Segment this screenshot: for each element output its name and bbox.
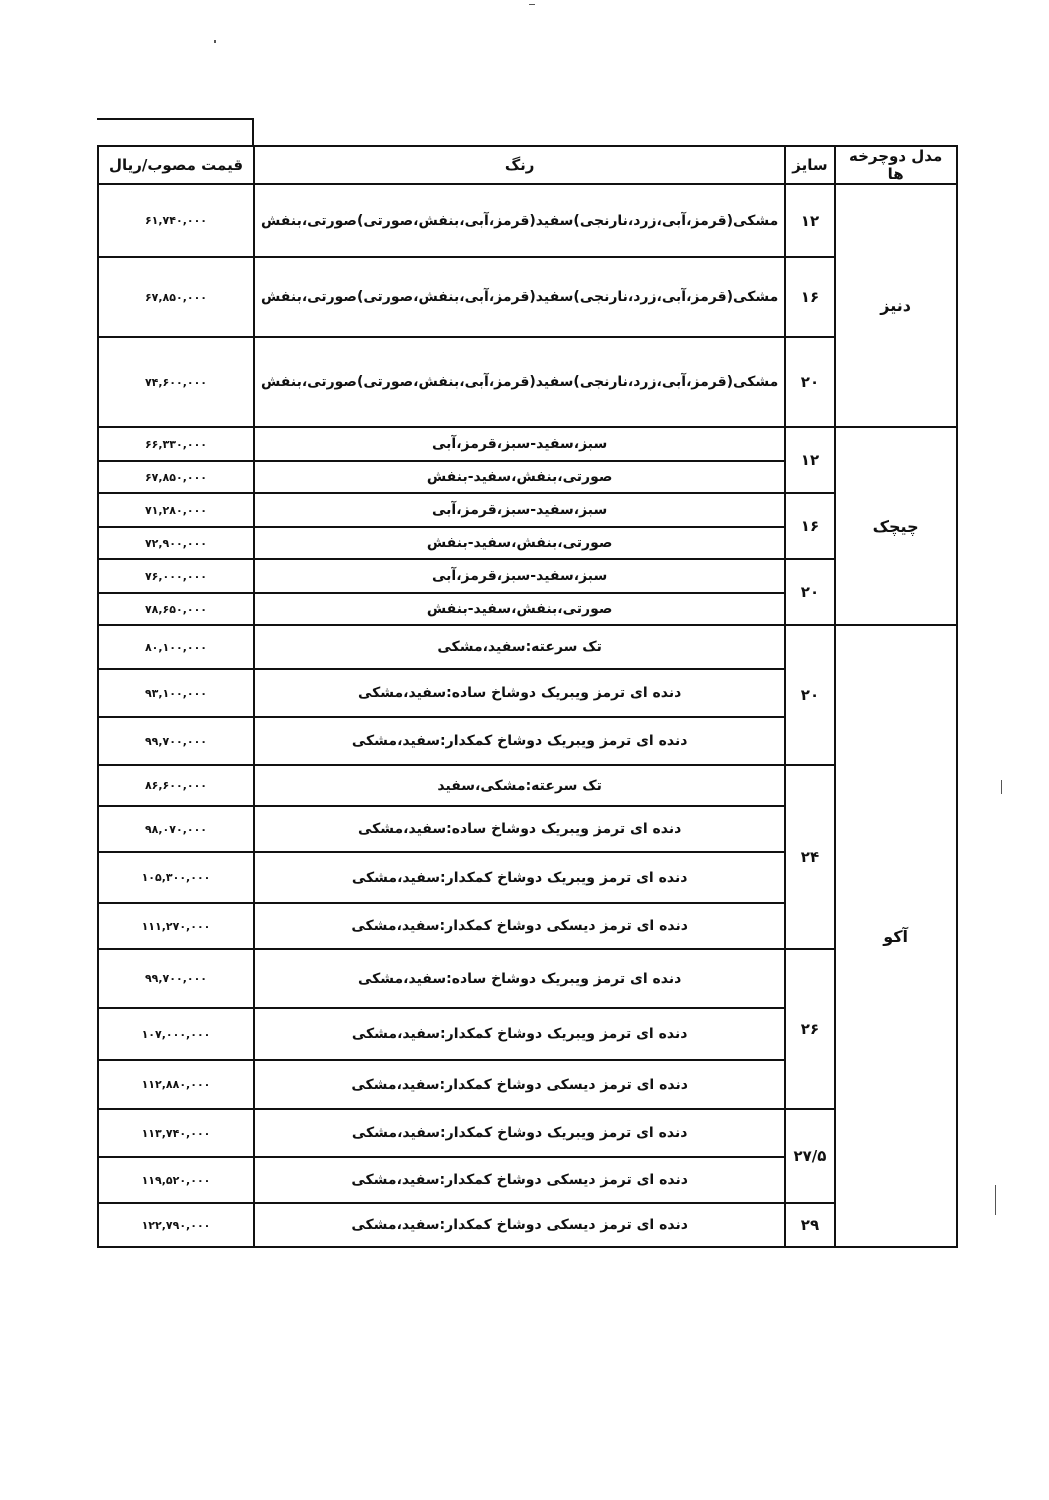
table-row xyxy=(98,337,957,427)
price-cell: ۹۹,۷۰۰,۰۰۰ xyxy=(98,949,254,1008)
price-cell: ۷۸,۶۵۰,۰۰۰ xyxy=(98,593,254,625)
color-cell: دنده ای ترمز ویبریک دوشاخ ساده:سفید،مشکی xyxy=(254,949,785,1008)
table-row xyxy=(98,949,957,1008)
header-size: سایز xyxy=(785,146,834,184)
size-cell: ۱۶ xyxy=(785,493,834,559)
size-cell: ۲۷/۵ xyxy=(785,1109,834,1203)
model-cell: دنیز xyxy=(835,184,957,427)
size-cell: ۲۹ xyxy=(785,1203,834,1247)
header-price: قیمت مصوب/ریال xyxy=(98,146,254,184)
price-cell: ۸۶,۶۰۰,۰۰۰ xyxy=(98,765,254,806)
color-cell: دنده ای ترمز دیسکی دوشاخ کمکدار:سفید،مشکی xyxy=(254,1203,785,1247)
price-cell: ۹۹,۷۰۰,۰۰۰ xyxy=(98,717,254,765)
price-cell: ۱۰۷,۰۰۰,۰۰۰ xyxy=(98,1008,254,1060)
price-cell: ۸۰,۱۰۰,۰۰۰ xyxy=(98,625,254,669)
header-color: رنگ xyxy=(254,146,785,184)
color-cell: مشکی(قرمز،آبی،زرد،نارنجی)سفید(قرمز،آبی،بنفش،صورتی)صورتی،بنفش xyxy=(254,257,785,337)
color-cell: سبز،سفید-سبز،قرمز،آبی xyxy=(254,559,785,593)
table-row xyxy=(98,625,957,669)
table-top-stub xyxy=(97,118,254,147)
price-cell: ۱۱۲,۸۸۰,۰۰۰ xyxy=(98,1060,254,1109)
price-cell: ۶۶,۳۳۰,۰۰۰ xyxy=(98,427,254,461)
price-cell: ۱۲۲,۷۹۰,۰۰۰ xyxy=(98,1203,254,1247)
scan-speck xyxy=(1001,780,1002,794)
price-cell: ۹۳,۱۰۰,۰۰۰ xyxy=(98,669,254,717)
color-cell: دنده ای ترمز ویبریک دوشاخ ساده:سفید،مشکی xyxy=(254,806,785,852)
size-cell: ۲۰ xyxy=(785,625,834,765)
table-body xyxy=(98,184,957,1247)
scan-speck xyxy=(214,40,216,43)
color-cell: صورتی،بنفش،سفید-بنفش xyxy=(254,593,785,625)
size-cell: ۲۴ xyxy=(785,765,834,949)
color-cell: صورتی،بنفش،سفید-بنفش xyxy=(254,461,785,493)
color-cell: دنده ای ترمز دیسکی دوشاخ کمکدار:سفید،مشکی xyxy=(254,903,785,949)
color-cell: دنده ای ترمز ویبریک دوشاخ کمکدار:سفید،مشکی xyxy=(254,717,785,765)
table-row xyxy=(98,493,957,527)
price-cell: ۹۸,۰۷۰,۰۰۰ xyxy=(98,806,254,852)
model-cell: چیچک xyxy=(835,427,957,625)
size-cell: ۱۲ xyxy=(785,184,834,257)
color-cell: مشکی(قرمز،آبی،زرد،نارنجی)سفید(قرمز،آبی،بنفش،صورتی)صورتی،بنفش xyxy=(254,337,785,427)
color-cell: دنده ای ترمز ویبریک دوشاخ ساده:سفید،مشکی xyxy=(254,669,785,717)
color-cell: دنده ای ترمز ویبریک دوشاخ کمکدار:سفید،مشکی xyxy=(254,852,785,903)
price-cell: ۱۱۹,۵۲۰,۰۰۰ xyxy=(98,1157,254,1203)
color-cell: دنده ای ترمز ویبریک دوشاخ کمکدار:سفید،مشکی xyxy=(254,1008,785,1060)
color-cell: صورتی،بنفش،سفید-بنفش xyxy=(254,527,785,559)
color-cell: تک سرعته:سفید،مشکی xyxy=(254,625,785,669)
table-row xyxy=(98,184,957,257)
scan-speck xyxy=(995,1185,996,1215)
color-cell: دنده ای ترمز دیسکی دوشاخ کمکدار:سفید،مشکی xyxy=(254,1157,785,1203)
size-cell: ۲۶ xyxy=(785,949,834,1109)
size-cell: ۱۲ xyxy=(785,427,834,493)
price-cell: ۱۱۱,۲۷۰,۰۰۰ xyxy=(98,903,254,949)
price-cell: ۶۱,۷۴۰,۰۰۰ xyxy=(98,184,254,257)
color-cell: مشکی(قرمز،آبی،زرد،نارنجی)سفید(قرمز،آبی،بنفش،صورتی)صورتی،بنفش xyxy=(254,184,785,257)
price-cell: ۶۷,۸۵۰,۰۰۰ xyxy=(98,257,254,337)
color-cell: سبز،سفید-سبز،قرمز،آبی xyxy=(254,493,785,527)
table-row xyxy=(98,559,957,593)
size-cell: ۲۰ xyxy=(785,559,834,625)
table-row xyxy=(98,765,957,806)
price-cell: ۱۰۵,۳۰۰,۰۰۰ xyxy=(98,852,254,903)
color-cell: سبز،سفید-سبز،قرمز،آبی xyxy=(254,427,785,461)
price-cell: ۶۷,۸۵۰,۰۰۰ xyxy=(98,461,254,493)
color-cell: دنده ای ترمز دیسکی دوشاخ کمکدار:سفید،مشکی xyxy=(254,1060,785,1109)
price-cell: ۷۶,۰۰۰,۰۰۰ xyxy=(98,559,254,593)
table-row xyxy=(98,1203,957,1247)
scan-speck xyxy=(529,4,535,5)
table-row xyxy=(98,1109,957,1157)
price-cell: ۱۱۳,۷۴۰,۰۰۰ xyxy=(98,1109,254,1157)
price-cell: ۷۲,۹۰۰,۰۰۰ xyxy=(98,527,254,559)
table-row xyxy=(98,257,957,337)
bicycle-price-table xyxy=(97,145,958,1248)
color-cell: تک سرعته:مشکی،سفید xyxy=(254,765,785,806)
header-model: مدل دوچرخه ها xyxy=(835,146,957,184)
model-cell: آکو xyxy=(835,625,957,1247)
size-cell: ۱۶ xyxy=(785,257,834,337)
color-cell: دنده ای ترمز ویبریک دوشاخ کمکدار:سفید،مشکی xyxy=(254,1109,785,1157)
size-cell: ۲۰ xyxy=(785,337,834,427)
table-row xyxy=(98,427,957,461)
price-cell: ۷۴,۶۰۰,۰۰۰ xyxy=(98,337,254,427)
table-header-row xyxy=(98,146,957,184)
price-cell: ۷۱,۲۸۰,۰۰۰ xyxy=(98,493,254,527)
